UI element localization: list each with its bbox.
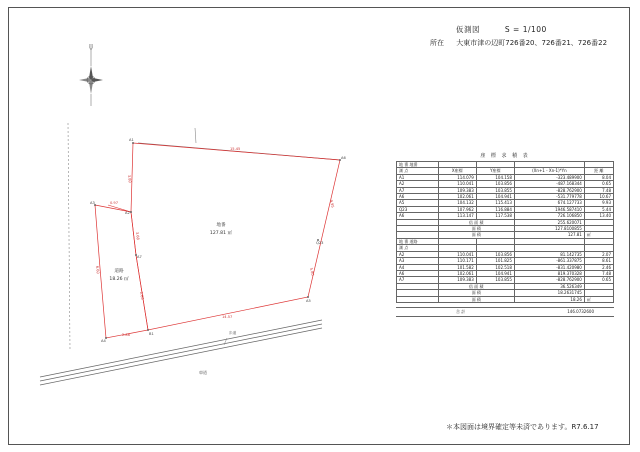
main-parcel-area: 127.81 ㎡ xyxy=(209,231,233,236)
point-label: A7 xyxy=(137,255,142,259)
survey-point xyxy=(132,142,134,144)
edge-length: 3.80 xyxy=(127,174,132,184)
survey-points xyxy=(94,142,341,339)
table-row: A6 102.061 104.941 819.370328 7.48 xyxy=(397,270,614,276)
roadway-label: 車道 xyxy=(199,370,207,375)
total-label: 合 計 xyxy=(456,308,466,314)
table-row: 面 積 18.26 ㎡ xyxy=(397,296,614,302)
header-cell: 測 点 xyxy=(397,168,439,174)
table-row: A5 104.132 115.413 674.127733 9.93 xyxy=(397,200,614,206)
road-parcel-area: 18.26 ㎡ xyxy=(109,277,129,282)
main-parcel-name: 地番 xyxy=(216,223,226,228)
table-row: Q23 107.962 116.884 1946.587410 5.44 xyxy=(397,206,614,212)
table-row: A3 110.171 101.825 -861.337875 8.61 xyxy=(397,258,614,264)
table-row: A1 114.079 104.158 -323.489900 8.04 xyxy=(397,174,614,180)
coordinate-table xyxy=(396,161,614,303)
edge-length: 2.86 xyxy=(122,333,131,337)
header-cell: 測 点 xyxy=(397,245,439,251)
point-label: Q23 xyxy=(316,241,324,245)
point-label: A3 xyxy=(90,201,95,205)
point-label: A5 xyxy=(306,299,311,303)
scale-label: S = 1/100 xyxy=(504,25,547,34)
edge-length: 14.57 xyxy=(222,315,233,319)
edge-length: 2.85 xyxy=(139,291,145,301)
document-title: 仮測図 xyxy=(456,25,480,34)
table-row: A7 109.383 103.855 -828.762900 0.65 xyxy=(397,277,614,283)
edge-length: 0.97 xyxy=(110,201,119,205)
table-row: 面 積 18.2631745 xyxy=(397,290,614,296)
table-row: A7 109.383 103.855 -828.762900 7.48 xyxy=(397,187,614,193)
point-label: A2 xyxy=(125,211,130,215)
sidewalk-label: 歩道 xyxy=(229,331,237,335)
point-label: A6 xyxy=(341,156,346,160)
table-row: A2 110.041 103.856 81.142735 2.07 xyxy=(397,251,614,257)
table-row: A4 101.582 102.518 -831.420980 2.46 xyxy=(397,264,614,270)
survey-point xyxy=(307,296,309,298)
total-value: 146.0732600 xyxy=(567,308,594,314)
table-row: A2 110.041 103.856 -487.168344 0.65 xyxy=(397,181,614,187)
edge-length: 5.80 xyxy=(309,267,315,277)
address-label: 所在 xyxy=(430,39,444,47)
road-parcel-name: 道路 xyxy=(114,269,124,274)
north-arrow-icon xyxy=(79,44,103,106)
header-cell: (Xn+1 - Xn-1)*Yn xyxy=(514,168,584,174)
header-cell: X座標 xyxy=(438,168,476,174)
edge-length: 9.95 xyxy=(329,199,335,209)
point-label: A4 xyxy=(101,339,106,343)
table-row: 倍 面 積 36.526349 xyxy=(397,283,614,289)
survey-point xyxy=(130,211,132,213)
table-row: 倍 面 積 255.620071 xyxy=(397,219,614,225)
footnote: ＊本図面は境界確定等未済であります。R7.6.17 xyxy=(446,423,599,431)
table-row: A6 113.147 117.538 726.106850 13.40 xyxy=(397,213,614,219)
point-label: B1 xyxy=(149,332,154,336)
edge-length: 3.68 xyxy=(135,231,140,241)
coordinate-area-table xyxy=(396,152,614,317)
adjacent-lot-line xyxy=(68,123,70,350)
leader-line xyxy=(224,338,227,345)
survey-point xyxy=(147,329,149,331)
road-lines xyxy=(40,320,322,385)
header-cell: 地 番 地番 xyxy=(397,162,439,168)
edge-length: 6.60 xyxy=(95,265,100,275)
adjacent-lot-line xyxy=(195,128,196,143)
table-row: 面 積 127.8100855 xyxy=(397,226,614,232)
edge-length: 15.45 xyxy=(230,147,241,151)
header-cell: 距 離 xyxy=(584,168,613,174)
table-row: 面 積 127.81 ㎡ xyxy=(397,232,614,238)
total-row xyxy=(396,307,614,317)
point-label: A1 xyxy=(129,138,134,142)
header-cell: Y座標 xyxy=(476,168,514,174)
header-cell: 地 番 道路 xyxy=(397,238,439,244)
table-title: 座 標 求 積 表 xyxy=(480,153,530,159)
table-row: A6 102.061 104.941 -531.779778 10.67 xyxy=(397,194,614,200)
address-value: 大東市津の辺町726番20、726番21、726番22 xyxy=(456,39,608,47)
